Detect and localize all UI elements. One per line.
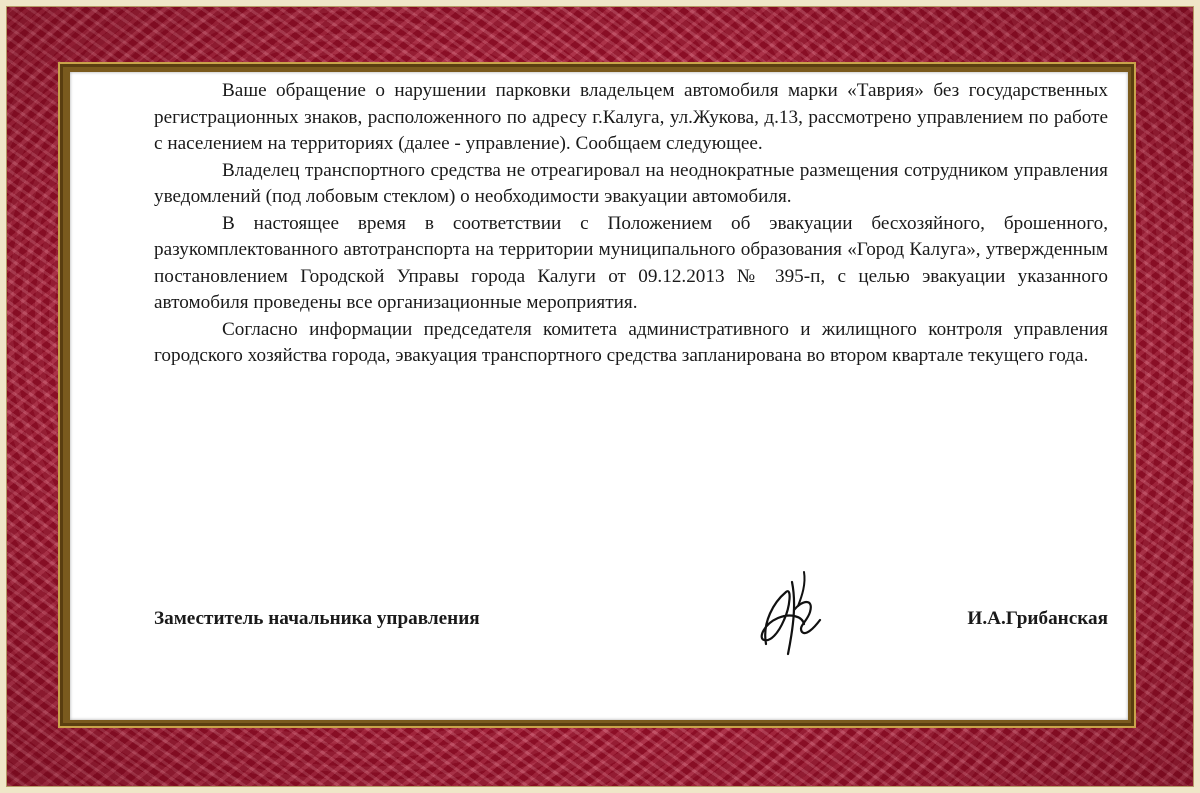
- paragraph-appeal: Ваше обращение о нарушении парковки владельцем автомобиля марки «Таврия» без государственных регистрационных знаков, расположенного по адресу г.Калуга, ул.Жукова, д.13, рассмотрено управлением по работе с населением на территориях (далее - управление). Сообщаем следующее.: [154, 80, 1108, 154]
- handwritten-signature-icon: [744, 562, 834, 662]
- letter-body: [154, 78, 1108, 370]
- paragraph-planned-evacuation: Согласно информации председателя комитета административного и жилищного контроля управления городского хозяйства города, эвакуация транспортного средства запланирована во втором квартале текущего года.: [154, 318, 1108, 366]
- paragraph-evacuation-measures: В настоящее время в соответствии с Положением об эвакуации бесхозяйного, брошенного, разукомплектованного автотранспорта на территории муниципального образования «Город Калуга», утвержденным постановлением Городской Управы города Калуги от 09.12.2013 № 395-п, с целью эвакуации указанного автомобиля проведены все организационные мероприятия.: [154, 212, 1108, 313]
- signatory-name: И.А.Грибанская: [967, 608, 1108, 629]
- letter-sheet: [70, 72, 1128, 720]
- signatory-position: Заместитель начальника управления: [154, 608, 480, 629]
- signature-block: [154, 594, 1108, 654]
- paragraph-owner-response: Владелец транспортного средства не отреагировал на неоднократные размещения сотрудником управления уведомлений (под лобовым стеклом) о необходимости эвакуации автомобиля.: [154, 159, 1108, 207]
